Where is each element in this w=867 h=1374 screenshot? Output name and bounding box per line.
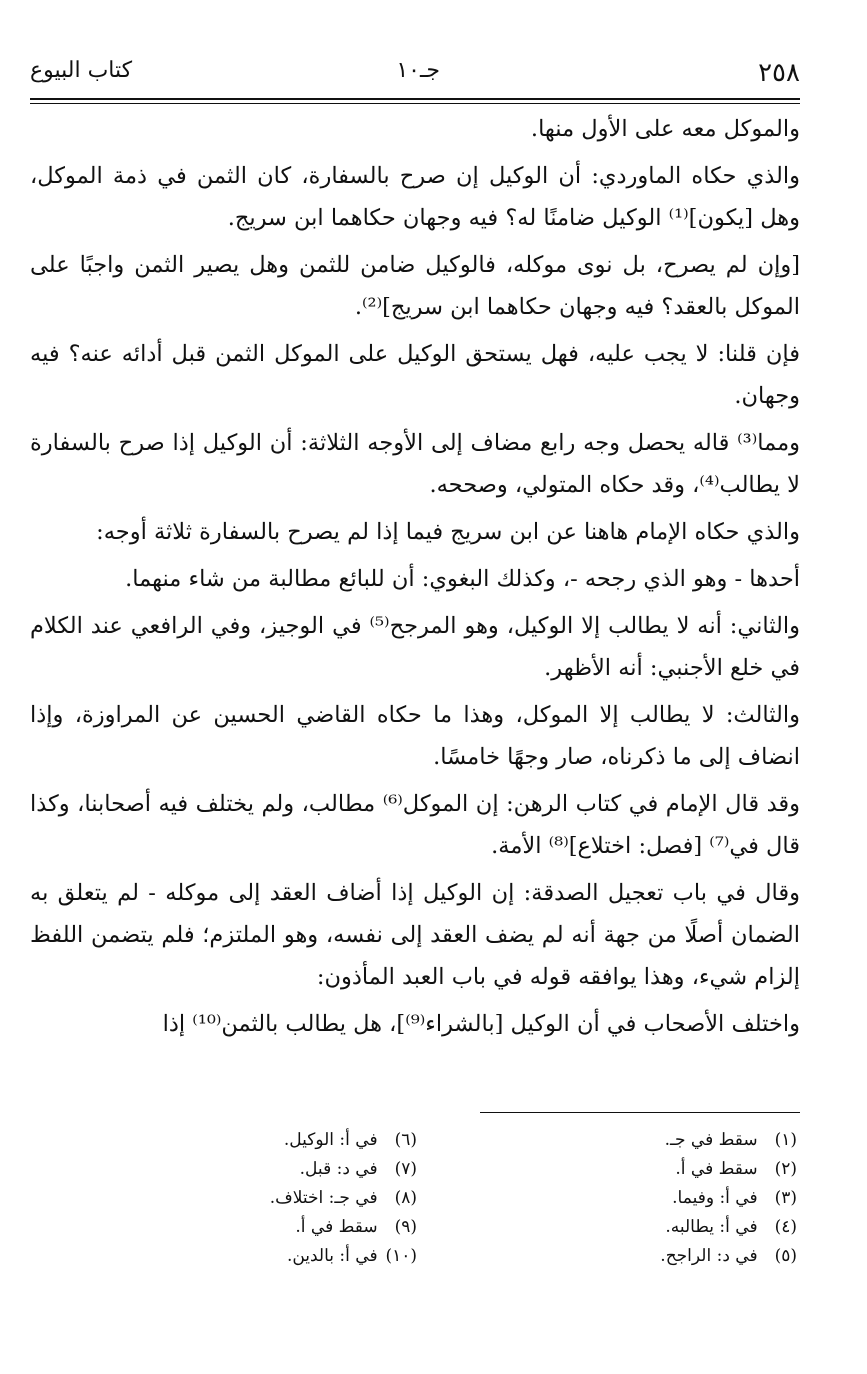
footnote-number: (٧) [394, 1159, 417, 1179]
footnote-text: في أ: بالدين. [286, 1246, 378, 1266]
paragraph: وقد قال الإمام في كتاب الرهن: إن الموكل⁽⁶⁾ مطالب، ولم يختلف فيه أصحابنا، وكذا قال في⁽⁷⁾ [فصل: اختلاع]⁽⁸⁾ الأمة. [30, 791, 800, 859]
paragraph: ومما⁽³⁾ قاله يحصل وجه رابع مضاف إلى الأوجه الثلاثة: أن الوكيل إذا صرح بالسفارة لا يطالب⁽⁴⁾، وقد حكاه المتولي، وصححه. [30, 430, 800, 498]
footnote-number: (٩) [394, 1217, 417, 1237]
footnote [547, 1184, 797, 1213]
main-text [30, 108, 800, 1045]
footnote-number: (١) [774, 1130, 797, 1150]
header-rule-thick [30, 98, 800, 100]
footnote [547, 1155, 797, 1184]
footnote-text: في أ: الوكيل. [283, 1130, 378, 1150]
footnote-number: (١٠) [385, 1246, 417, 1266]
footnote [547, 1242, 797, 1271]
paragraph: والذي حكاه الإمام هاهنا عن ابن سريج فيما إذا لم يصرح بالسفارة ثلاثة أوجه: [96, 519, 800, 545]
footnote [167, 1184, 417, 1213]
footnote-separator [480, 1112, 800, 1113]
footnote-text: سقط في جـ. [664, 1130, 758, 1150]
paragraph: أحدها - وهو الذي رجحه -، وكذلك البغوي: أن للبائع مطالبة من شاء منهما. [125, 566, 800, 592]
footnote-text: سقط في أ. [295, 1217, 378, 1237]
paragraph: والثاني: أنه لا يطالب إلا الوكيل، وهو المرجح⁽⁵⁾ في الوجيز، وفي الرافعي عند الكلام في خلع الأجنبي: أنه الأظهر. [30, 613, 800, 681]
footnote-text: سقط في أ. [675, 1159, 758, 1179]
footnote-number: (٨) [394, 1188, 417, 1208]
volume-label: جـ١٠ [396, 58, 440, 83]
footnote [167, 1213, 417, 1242]
paragraph: والذي حكاه الماوردي: أن الوكيل إن صرح بالسفارة، كان الثمن في ذمة الموكل، وهل [يكون]⁽¹⁾ الوكيل ضامنًا له؟ فيه وجهان حكاهما ابن سريج. [30, 163, 800, 231]
paragraph: [وإن لم يصرح، بل نوى موكله، فالوكيل ضامن للثمن وهل يصير الثمن واجبًا على الموكل بالعقد؟ فيه وجهان حكاهما ابن سريج]⁽²⁾. [30, 252, 800, 320]
paragraph: والموكل معه على الأول منها. [530, 116, 800, 142]
book-title: كتاب البيوع [30, 58, 133, 83]
footnote-text: في جـ: اختلاف. [269, 1188, 378, 1208]
footnote-text: في د: الراجح. [660, 1246, 758, 1266]
footnote-number: (٢) [774, 1159, 797, 1179]
footnote-number: (٦) [394, 1130, 417, 1150]
header-rule-thin [30, 103, 800, 104]
footnote-text: في أ: يطالبه. [665, 1217, 758, 1237]
paragraph: وقال في باب تعجيل الصدقة: إن الوكيل إذا أضاف العقد إلى موكله - لم يتعلق به الضمان أصلًا من جهة أنه لم يضف العقد إلى نفسه، وهو الملتزم؛ فلم يتضمن اللفظ إلزام شيء، وهذا يوافقه قوله في باب العبد المأذون: [30, 880, 800, 990]
footnote-number: (٣) [774, 1188, 797, 1208]
footnote-text: في د: قبل. [299, 1159, 378, 1179]
paragraph: واختلف الأصحاب في أن الوكيل [بالشراء⁽⁹⁾]، هل يطالب بالثمن⁽¹⁰⁾ إذا [162, 1011, 800, 1037]
paragraph: والثالث: لا يطالب إلا الموكل، وهذا ما حكاه القاضي الحسين عن المراوزة، وإذا انضاف إلى ما ذكرناه، صار وجهًا خامسًا. [30, 702, 800, 770]
footnote [547, 1213, 797, 1242]
footnote-number: (٤) [774, 1217, 797, 1237]
footnote [167, 1126, 417, 1155]
footnote-number: (٥) [774, 1246, 797, 1266]
footnote [547, 1126, 797, 1155]
footnote [167, 1155, 417, 1184]
running-header [30, 58, 800, 92]
footnote [167, 1242, 417, 1271]
footnote-text: في أ: وفيما. [672, 1188, 758, 1208]
footnotes-column-right [547, 1126, 797, 1271]
page-number: ٢٥٨ [758, 58, 800, 88]
footnotes-column-left [167, 1126, 417, 1271]
paragraph: فإن قلنا: لا يجب عليه، فهل يستحق الوكيل على الموكل الثمن قبل أدائه عنه؟ فيه وجهان. [30, 341, 800, 409]
